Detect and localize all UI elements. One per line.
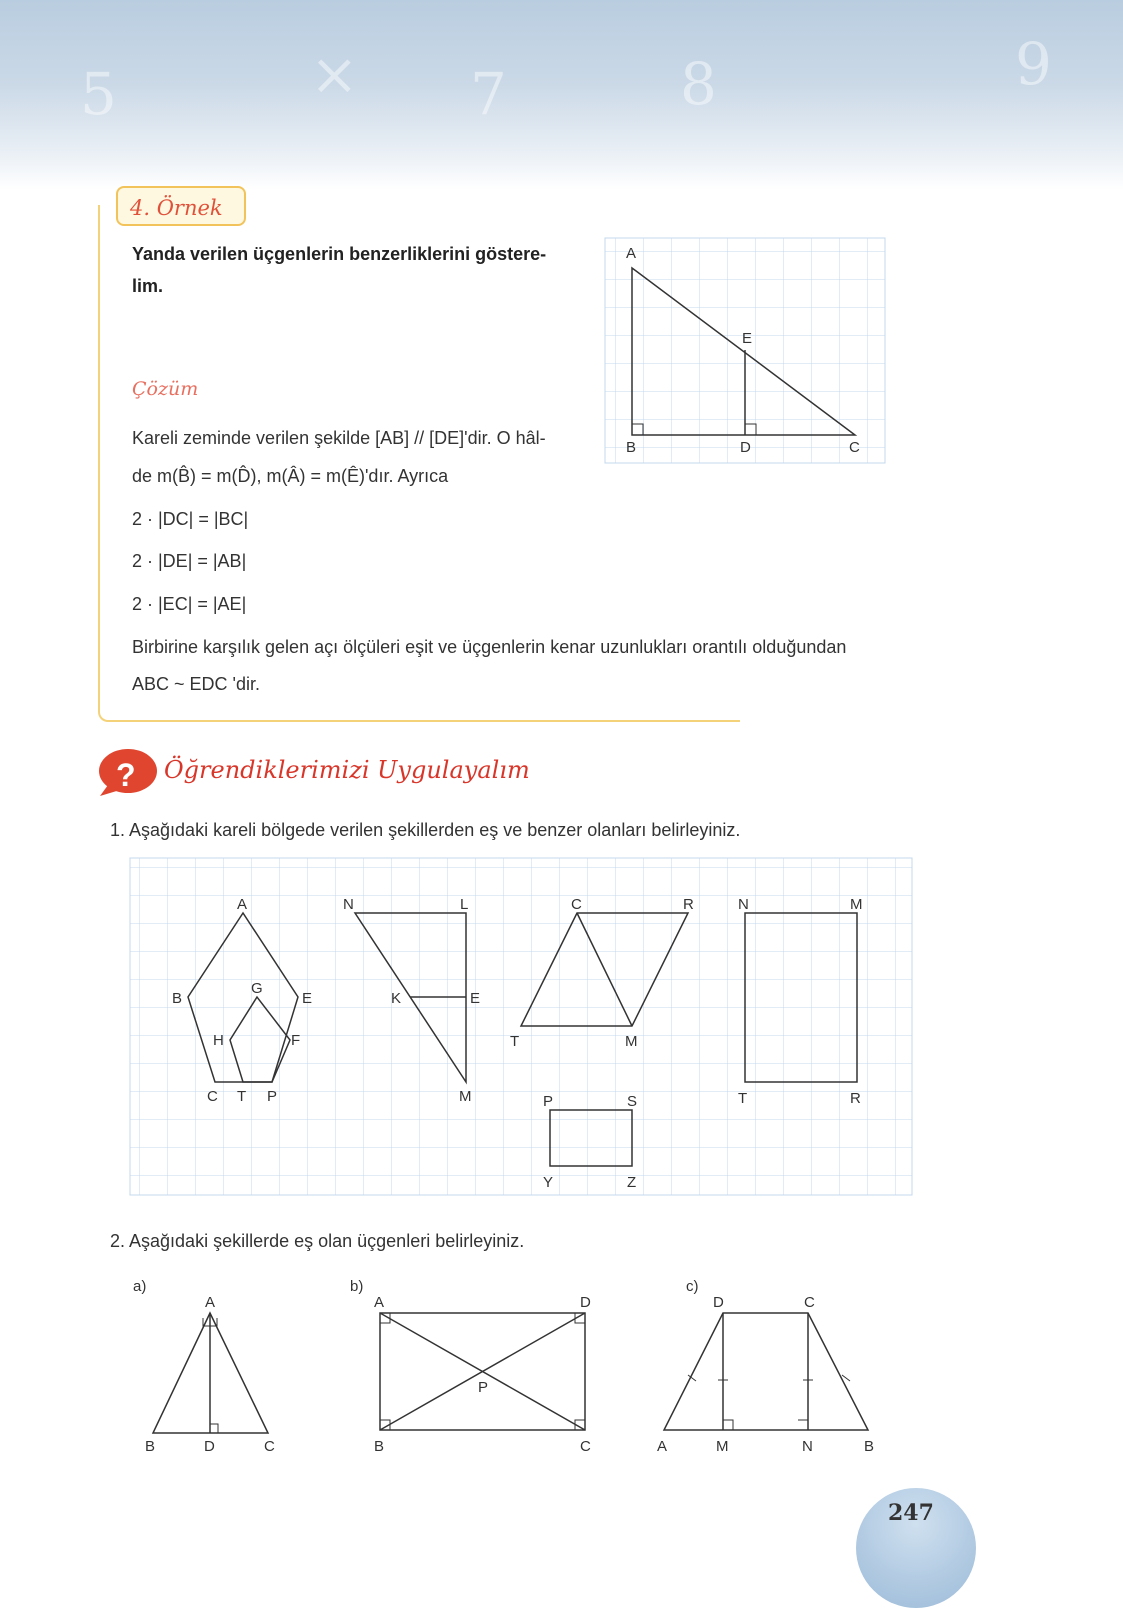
label: C <box>849 439 860 456</box>
banner-digit: 9 <box>1015 30 1052 98</box>
equation: 2 · |EC| = |AE| <box>132 594 247 614</box>
label: B <box>172 990 183 1007</box>
example-figure <box>605 238 885 463</box>
q2-figure-a <box>133 1278 275 1455</box>
example-question: Yanda verilen üçgenlerin benzerliklerini göstere- <box>132 244 547 264</box>
label: B <box>626 439 637 456</box>
solution-title: Çözüm <box>132 378 199 400</box>
banner-digit: 7 <box>470 60 507 128</box>
label: D <box>740 439 751 456</box>
label: A <box>237 896 248 913</box>
label: M <box>716 1438 729 1455</box>
label: Z <box>627 1174 637 1191</box>
label: L <box>460 896 469 913</box>
section-title: Öğrendiklerimizi Uygulayalım <box>164 756 530 784</box>
label: T <box>237 1088 247 1105</box>
page-number: 247 <box>888 1500 934 1526</box>
label: C <box>580 1438 591 1455</box>
label: P <box>543 1093 554 1110</box>
label: T <box>738 1090 748 1107</box>
label: T <box>510 1033 520 1050</box>
banner-digit: 5 <box>80 60 117 128</box>
q2-figure-b <box>350 1278 591 1455</box>
label: D <box>204 1438 215 1455</box>
label: A <box>657 1438 668 1455</box>
label: D <box>713 1294 724 1311</box>
label: b) <box>350 1278 364 1295</box>
svg-text:?: ? <box>116 757 136 793</box>
label: R <box>850 1090 861 1107</box>
label: N <box>343 896 354 913</box>
question-2: 2. Aşağıdaki şekillerde eş olan üçgenleri belirleyiniz. <box>110 1231 525 1251</box>
label: A <box>374 1294 385 1311</box>
q1-figure <box>130 858 912 1195</box>
label: B <box>864 1438 875 1455</box>
label: B <box>145 1438 156 1455</box>
label: R <box>683 896 694 913</box>
result: ABC ~ EDC 'dir. <box>132 674 260 694</box>
label: F <box>291 1032 301 1049</box>
label: P <box>478 1379 489 1396</box>
label: N <box>802 1438 813 1455</box>
label: P <box>267 1088 278 1105</box>
label: D <box>580 1294 591 1311</box>
example-tag: 4. Örnek <box>116 186 246 226</box>
label: S <box>627 1093 638 1110</box>
label: c) <box>686 1278 699 1295</box>
label: N <box>738 896 749 913</box>
label: C <box>264 1438 275 1455</box>
question-bubble-icon <box>99 749 157 796</box>
label: G <box>251 980 263 997</box>
label: K <box>391 990 402 1007</box>
q2-figure-c <box>657 1278 874 1455</box>
solution-line: Kareli zeminde verilen şekilde [AB] // [DE]'dir. O hâl- <box>132 428 546 448</box>
banner-digit: 8 <box>680 50 717 118</box>
label: C <box>207 1088 218 1105</box>
label: M <box>459 1088 472 1105</box>
label: B <box>374 1438 385 1455</box>
example-question-cont: lim. <box>132 276 164 296</box>
label: M <box>625 1033 638 1050</box>
label: A <box>205 1294 216 1311</box>
label: C <box>804 1294 815 1311</box>
banner-digit: × <box>310 40 359 108</box>
solution-line: de m(B̂) = m(D̂), m(Â) = m(Ê)'dır. Ayrıca <box>132 466 449 486</box>
label: Y <box>543 1174 554 1191</box>
equation: 2 · |DC| = |BC| <box>132 509 249 529</box>
label: C <box>571 896 582 913</box>
label: A <box>626 245 637 262</box>
label: a) <box>133 1278 147 1295</box>
label: H <box>213 1032 224 1049</box>
label: E <box>470 990 481 1007</box>
label: M <box>850 896 863 913</box>
question-1: 1. Aşağıdaki kareli bölgede verilen şekillerden eş ve benzer olanları belirleyiniz. <box>110 820 741 840</box>
label: E <box>742 330 753 347</box>
label: E <box>302 990 313 1007</box>
conclusion: Birbirine karşılık gelen açı ölçüleri eşit ve üçgenlerin kenar uzunlukları orantılı olduğundan <box>132 637 847 657</box>
equation: 2 · |DE| = |AB| <box>132 551 247 571</box>
